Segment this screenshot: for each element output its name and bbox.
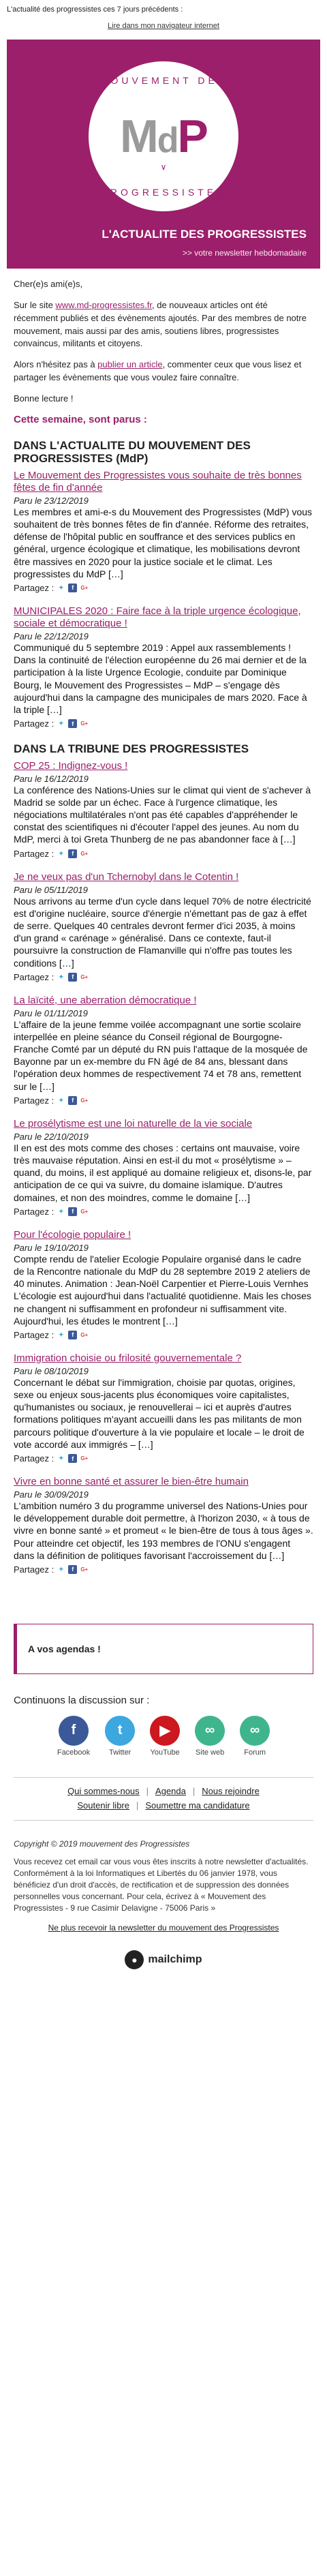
agenda-box: [14, 1624, 313, 1674]
intro-paragraph-2: [14, 359, 313, 384]
google-plus-icon[interactable]: G+: [80, 1097, 89, 1104]
article-date: Paru le 05/11/2019: [14, 884, 88, 895]
article-item: [14, 760, 313, 859]
subscription-notice: Vous recevez cet email car vous vous êtes inscrits à notre newsletter d'actualités.: [14, 1857, 309, 1867]
facebook-icon[interactable]: f: [68, 719, 77, 728]
facebook-icon[interactable]: f: [68, 1207, 77, 1216]
footer-link-join[interactable]: Nous rejoindre: [202, 1785, 260, 1796]
footer-link-who[interactable]: Qui sommes-nous: [67, 1785, 140, 1796]
article-date: Paru le 16/12/2019: [14, 773, 89, 784]
hero-headline: L'ACTUALITE DES PROGRESSISTES: [102, 228, 307, 241]
preheader-text: L'actualité des progressistes ces 7 jours précédents :: [7, 5, 183, 14]
google-plus-icon[interactable]: G+: [80, 721, 89, 727]
social-youtube-label: YouTube: [150, 1748, 180, 1757]
share-label: Partagez :: [14, 1095, 54, 1106]
logo-bottom-text: PROGRESSISTES: [100, 187, 227, 198]
article-excerpt: Concernant le débat sur l'immigration, choisie par quotas, origines, sexe ou enjeux sous-jacents plus économiques voire capitalistes, qu'humanistes ou sociaux, je renouvellerai – ici et auprès d'autres formations politiques m'ayant accueilli dans les pas militants de mon parcours politique d'ouverture à la vie populaire et locale – le droit de vote accordé aux immigrés – […]: [14, 1376, 305, 1450]
hero-subline: >> votre newsletter hebdomadaire: [182, 248, 307, 258]
social-links: [0, 1716, 327, 1757]
articles-tribune-list: [14, 760, 313, 1575]
twitter-icon[interactable]: ✦: [58, 849, 64, 857]
article-title[interactable]: Je ne veux pas d'un Tchernobyl dans le Cotentin !: [14, 870, 239, 883]
mdp-logo: [85, 61, 242, 218]
twitter-icon: t: [105, 1716, 135, 1746]
share-label: Partagez :: [14, 1564, 54, 1575]
google-plus-icon[interactable]: G+: [80, 973, 89, 980]
google-plus-icon[interactable]: G+: [80, 584, 89, 591]
google-plus-icon[interactable]: G+: [80, 1455, 89, 1462]
mailchimp-badge[interactable]: [0, 1950, 327, 1969]
share-row: [14, 1207, 313, 1217]
google-plus-icon[interactable]: G+: [80, 1566, 89, 1573]
intro: [0, 269, 327, 1596]
article-excerpt: Il en est des mots comme des choses : certains ont mauvaise, voire très mauvaise réputation. Ainsi en est-il du mot « prosélytisme » – quand, du moins, il est appliqué au domaine religieux et, disons-le, par anticipation de ce qui va suivre, du domaine islamique. D'autres domaines, et non des moindres, comme le domaine […]: [14, 1142, 312, 1203]
share-label: Partagez :: [14, 971, 54, 982]
twitter-icon[interactable]: ✦: [58, 1455, 64, 1462]
social-facebook-label: Facebook: [57, 1748, 91, 1757]
share-label: Partagez :: [14, 1453, 54, 1464]
article-date: Paru le 19/10/2019: [14, 1242, 89, 1253]
article-date: Paru le 01/11/2019: [14, 1007, 88, 1018]
article-excerpt: L'affaire de la jeune femme voilée accompagnant une sortie scolaire interpellée en pleine séance du Conseil régional de Bourgogne-Franche Comté par un député du RN puis l'attaque de la mosquée de Bayonne par un ex-membre du FN âgé de 84 ans, blessant dans l'opération deux hommes de respectivement 74 et 78 ans, remettent sur le […]: [14, 1018, 308, 1092]
share-label: Partagez :: [14, 1329, 54, 1340]
article-item: [14, 871, 313, 982]
article-title[interactable]: COP 25 : Indignez-vous !: [14, 759, 128, 772]
social-youtube[interactable]: [150, 1716, 180, 1757]
unsubscribe-link[interactable]: Ne plus recevoir la newsletter du mouvement des Progressistes: [48, 1923, 279, 1933]
link-icon: ∞: [240, 1716, 270, 1746]
mailchimp-label: mailchimp: [148, 1954, 202, 1966]
social-facebook[interactable]: [57, 1716, 90, 1757]
share-row: [14, 1564, 313, 1575]
follow-text: Continuons la discussion sur :: [14, 1694, 150, 1706]
article-title[interactable]: MUNICIPALES 2020 : Faire face à la triple urgence écologique, sociale et démocratique !: [14, 605, 301, 629]
category-tribune: DANS LA TRIBUNE DES PROGRESSISTES: [14, 742, 249, 756]
social-forum-label: Forum: [244, 1748, 266, 1757]
articles-heading: Cette semaine, sont parus :: [14, 413, 147, 425]
twitter-icon[interactable]: ✦: [58, 720, 64, 727]
article-title[interactable]: La laïcité, une aberration démocratique !: [14, 994, 197, 1006]
share-row: [14, 849, 313, 859]
facebook-icon[interactable]: f: [68, 1454, 77, 1463]
articles-mdp-list: [14, 470, 313, 729]
article-date: Paru le 08/10/2019: [14, 1365, 89, 1376]
article-date: Paru le 22/12/2019: [14, 631, 89, 641]
article-title[interactable]: Immigration choisie ou frilosité gouvernementale ?: [14, 1352, 242, 1364]
share-label: Partagez :: [14, 848, 54, 859]
article-date: Paru le 30/09/2019: [14, 1489, 89, 1500]
article-excerpt: Les membres et ami-e-s du Mouvement des Progressistes (MdP) vous souhaitent de très bonnes fêtes de fin d'année. Réforme des retraites, défense de l'hôpital public en souffrance et des services publics en général, urgence écologique et climatique, les mobilisations devront être massives en 2020 pour la justice sociale et le climat. Les progressistes du MdP […]: [14, 506, 313, 579]
article-item: [14, 1118, 313, 1217]
article-item: [14, 1352, 313, 1464]
footer-text: [14, 1838, 313, 1914]
article-excerpt: Nous arrivons au terme d'un cycle dans lequel 70% de notre électricité est d'origine nucléaire, source d'énergie n'émettant pas de gaz à effet de serre. Quelques 40 centrales devront fermer d'ici 2035, à moins d'un grand « carénage » généralisé. Dans ce contexte, faut-il poursuivre la construction de Flamanville qui n'offre pas toutes les conditions […]: [14, 895, 311, 969]
share-row: [14, 718, 313, 729]
intro-p1-after: , de nouveaux articles ont été récemment publiés et des évènements ajoutés. Par des membres de notre mouvement, mais aussi par des amis, soutiens libres, progressistes convaincus, militants et citoyens.: [14, 299, 307, 349]
intro-p2-after: , commenter ceux que vous lisez et partager les évènements que vous voulez faire connaître.: [14, 359, 302, 383]
facebook-icon[interactable]: f: [68, 1096, 77, 1105]
share-label: Partagez :: [14, 582, 54, 593]
intro-p1-before: Sur le site: [14, 299, 56, 310]
article-excerpt: Compte rendu de l'atelier Ecologie Populaire organisé dans le cadre de la Rencontre nationale du MdP du 28 septembre 2019 2 ateliers de 40 minutes. Animation : Jean-Noël Carpentier et Pierre-Louis Vernhes L'écologie est aujourd'hui dans l'actualité quotidienne. Mais les choses ne changent ni suffisamment en profondeur ni suffisamment vite. Aujourd'hui, les études le montrent […]: [14, 1253, 311, 1327]
logo-d: d: [157, 121, 178, 160]
footer-nav: Qui sommes-nous | Agenda | Nous rejoindre Soutenir libre | Soumettre ma candidature: [14, 1777, 313, 1821]
twitter-icon[interactable]: ✦: [58, 973, 64, 980]
mailchimp-icon: ●: [125, 1950, 144, 1969]
article-title[interactable]: Vivre en bonne santé et assurer le bien-être humain: [14, 1476, 249, 1488]
share-label: Partagez :: [14, 1206, 54, 1217]
article-item: [14, 995, 313, 1106]
logo-top-text: MOUVEMENT DES: [99, 75, 228, 86]
publish-article-link[interactable]: publier un article: [97, 359, 163, 370]
intro-p2-before: Alors n'hésitez pas à: [14, 359, 98, 370]
logo-p: P: [177, 110, 207, 162]
article-date: Paru le 23/12/2019: [14, 495, 89, 506]
social-forum[interactable]: [240, 1716, 270, 1757]
article-excerpt: Communiqué du 5 septembre 2019 : Appel aux rassemblements ! Dans la continuité de l'élection européenne du 26 mai dernier et de la participation à la liste Urgence Ecologie, conduite par Dominique Bourg, le Mouvement des Progressistes – MdP – s'engage dès aujourd'hui dans la campagne des municipales de mars 2020. Face à la triple […]: [14, 641, 307, 715]
twitter-icon[interactable]: ✦: [58, 584, 64, 591]
link-icon: ∞: [195, 1716, 225, 1746]
social-twitter[interactable]: [105, 1716, 135, 1757]
social-twitter-label: Twitter: [108, 1748, 131, 1757]
article-item: [14, 1229, 313, 1340]
rgpd-notice: Conformément à la loi Informatiques et Libertés du 06 janvier 1978, vous bénéficiez d'un droit d'accès, de rectification et de suppression des données personnelles vous concernant. Pour cela, écrivez à « Mouvement des Progressistes - 9 rue Casimir Delavigne - 75006 Paris »: [14, 1868, 290, 1913]
category-mdp: DANS L'ACTUALITE DU MOUVEMENT DES PROGRESSISTES (MdP): [14, 438, 251, 466]
article-date: Paru le 22/10/2019: [14, 1131, 89, 1142]
share-label: Partagez :: [14, 718, 54, 729]
share-row: [14, 1095, 313, 1106]
twitter-icon[interactable]: ✦: [58, 1331, 64, 1338]
article-title[interactable]: Le Mouvement des Progressistes vous souhaite de très bonnes fêtes de fin d'année: [14, 469, 302, 494]
facebook-icon[interactable]: f: [68, 1565, 77, 1574]
facebook-icon[interactable]: f: [68, 1331, 77, 1339]
twitter-icon[interactable]: ✦: [58, 1207, 64, 1215]
share-row: [14, 1330, 313, 1340]
social-website-label: Site web: [196, 1748, 225, 1757]
agenda-title: A vos agendas !: [28, 1643, 101, 1654]
google-plus-icon[interactable]: G+: [80, 1331, 89, 1338]
copyright: Copyright © 2019 mouvement des Progressistes: [14, 1838, 190, 1849]
youtube-icon: ▶: [150, 1716, 180, 1746]
google-plus-icon[interactable]: G+: [80, 850, 89, 857]
footer-link-agenda[interactable]: Agenda: [155, 1785, 186, 1796]
logo-m: M: [120, 110, 157, 162]
logo-chevron-icon: ∨: [160, 162, 167, 172]
article-excerpt: La conférence des Nations-Unies sur le climat qui vient de s'achever à Madrid se solde par un échec. Face à l'urgence climatique, les négociations multilatérales n'ont pas été capables d'appréhender le constat des scientifiques ni d'écouter l'appel des jeunes. Au nom du MdP, merci à toi Greta Thunberg de ne pas abandonner face à […]: [14, 784, 311, 845]
facebook-icon[interactable]: f: [68, 973, 77, 982]
facebook-icon[interactable]: f: [68, 849, 77, 858]
article-item: [14, 1476, 313, 1575]
article-title[interactable]: Le prosélytisme est une loi naturelle de la vie sociale: [14, 1117, 253, 1130]
facebook-icon[interactable]: f: [68, 584, 77, 592]
article-title[interactable]: Pour l'écologie populaire !: [14, 1228, 131, 1241]
social-website[interactable]: [195, 1716, 225, 1757]
twitter-icon[interactable]: ✦: [58, 1565, 64, 1573]
intro-paragraph-1: [14, 299, 313, 350]
preheader: [0, 0, 327, 40]
twitter-icon[interactable]: ✦: [58, 1096, 64, 1104]
share-row: [14, 583, 313, 593]
share-row: [14, 972, 313, 982]
browser-link[interactable]: Lire dans mon navigateur internet: [108, 22, 219, 30]
site-link[interactable]: www.md-progressistes.fr: [55, 299, 153, 310]
hero-banner: [7, 41, 320, 269]
footer-link-support[interactable]: Soutenir libre: [77, 1800, 129, 1810]
footer-link-candidacy[interactable]: Soumettre ma candidature: [145, 1800, 250, 1810]
article-item: [14, 605, 313, 729]
closing: Bonne lecture !: [14, 393, 74, 404]
facebook-icon: f: [59, 1716, 89, 1746]
google-plus-icon[interactable]: G+: [80, 1208, 89, 1215]
share-row: [14, 1453, 313, 1464]
article-excerpt: L'ambition numéro 3 du programme universel des Nations-Unies pour le développement durable doit permettre, à l'horizon 2030, « à tous de vivre en bonne santé » et promeut « le bien-être de tous à tous âges ». Pour atteindre cet objectif, les 193 membres de l'ONU s'engagent dans la définition de politiques favorisant l'accroissement du […]: [14, 1500, 313, 1561]
article-item: [14, 470, 313, 593]
greeting: Cher(e)s ami(e)s,: [14, 279, 83, 289]
